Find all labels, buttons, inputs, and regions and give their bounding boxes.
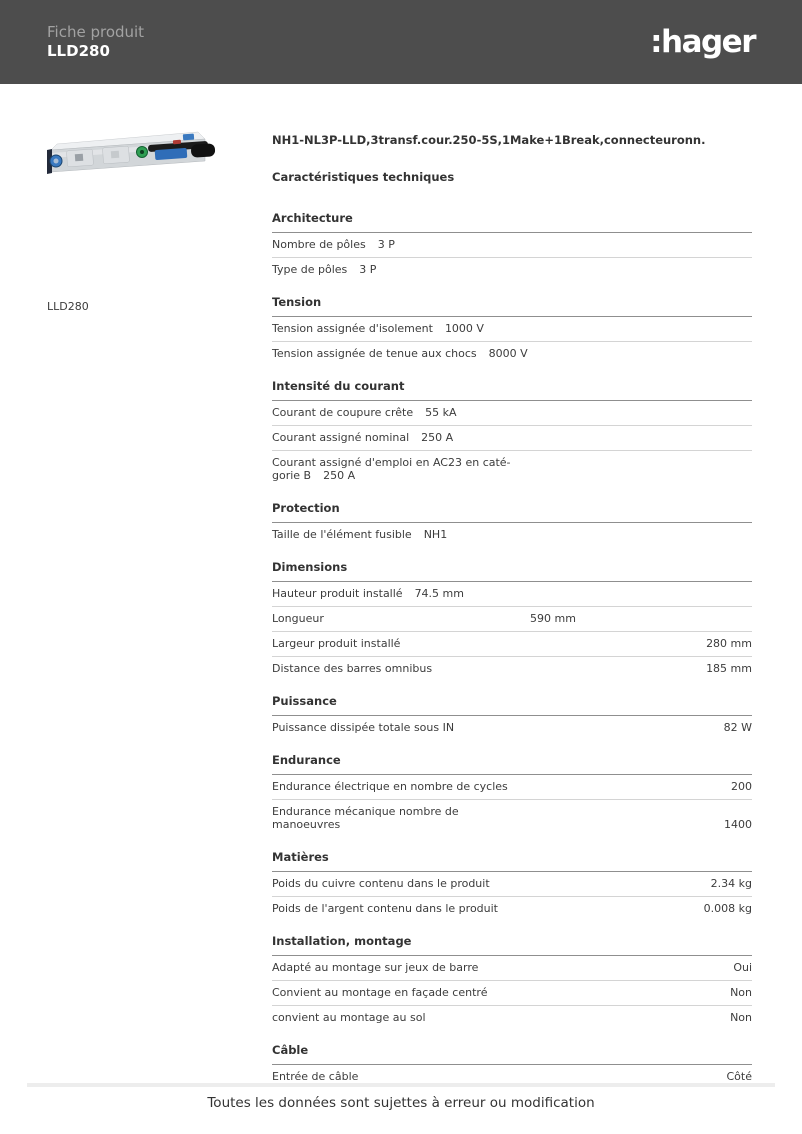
table-row xyxy=(272,716,752,740)
header-titles xyxy=(47,23,144,61)
row-label: Adapté au montage sur jeux de barre xyxy=(272,961,479,974)
row-value: 8000 V xyxy=(488,347,528,360)
row-value: 250 A xyxy=(421,431,454,444)
section-heading: Câble xyxy=(272,1044,752,1065)
doc-type-label: Fiche produit xyxy=(47,23,145,41)
row-value: 55 kA xyxy=(425,406,457,419)
table-row xyxy=(272,800,752,837)
row-value: 2.34 kg xyxy=(710,877,752,890)
row-value: Côté xyxy=(726,1070,752,1083)
product-photo xyxy=(45,129,217,177)
row-label: Courant de coupure crête 55 kA xyxy=(272,406,457,419)
table-row xyxy=(272,657,752,681)
section-endurance xyxy=(272,754,752,837)
section-heading: Architecture xyxy=(272,212,752,233)
table-row xyxy=(272,981,752,1006)
section-intensite-du-courant xyxy=(272,380,752,488)
row-value: 185 mm xyxy=(706,662,752,675)
row-label: convient au montage au sol xyxy=(272,1011,426,1024)
row-value: 1000 V xyxy=(444,322,484,335)
table-row xyxy=(272,632,752,657)
table-row xyxy=(272,607,752,632)
product-image-column xyxy=(45,129,245,313)
section-dimensions xyxy=(272,561,752,681)
row-label: Distance des barres omnibus xyxy=(272,662,433,675)
row-label: Tension assignée de tenue aux chocs 8000 V xyxy=(272,347,528,360)
table-row xyxy=(272,1006,752,1030)
row-label: Nombre de pôles 3 P xyxy=(272,238,395,251)
row-label: Endurance mécanique nombre de manoeuvres xyxy=(272,805,459,831)
section-heading: Puissance xyxy=(272,695,752,716)
row-value: 0.008 kg xyxy=(703,902,752,915)
row-value: 3 P xyxy=(377,238,395,251)
table-row xyxy=(272,523,752,547)
row-label: Hauteur produit installé 74.5 mm xyxy=(272,587,464,600)
table-row xyxy=(272,451,752,488)
table-row xyxy=(272,426,752,451)
header-bar xyxy=(0,0,802,84)
table-row xyxy=(272,582,752,607)
table-row xyxy=(272,872,752,897)
product-image-label: LLD280 xyxy=(47,300,89,313)
table-row xyxy=(272,233,752,258)
table-row xyxy=(272,775,752,800)
row-value: 200 xyxy=(731,780,752,793)
section-subtitle: Caractéristiques techniques xyxy=(272,170,455,184)
section-matieres xyxy=(272,851,752,921)
row-label: Endurance électrique en nombre de cycles xyxy=(272,780,508,793)
row-value: 82 W xyxy=(723,721,752,734)
product-title: NH1-NL3P-LLD,3transf.cour.250-5S,1Make+1Break,connecteuronn. xyxy=(272,133,706,147)
row-value: 3 P xyxy=(359,263,377,276)
table-row xyxy=(272,897,752,921)
row-value: Non xyxy=(730,1011,752,1024)
table-row xyxy=(272,342,752,366)
row-label: Poids du cuivre contenu dans le produit xyxy=(272,877,490,890)
hager-logo: :hager xyxy=(650,24,755,60)
row-label: Type de pôles 3 P xyxy=(272,263,377,276)
section-heading: Protection xyxy=(272,502,752,523)
section-tension xyxy=(272,296,752,366)
spec-column xyxy=(272,133,752,1103)
section-heading: Installation, montage xyxy=(272,935,752,956)
footer-disclaimer: Toutes les données sont sujettes à erreur ou modification xyxy=(207,1095,595,1111)
table-row xyxy=(272,401,752,426)
table-row xyxy=(272,956,752,981)
section-installation-montage xyxy=(272,935,752,1030)
row-label: Taille de l'élément fusible NH1 xyxy=(272,528,448,541)
footer-divider xyxy=(27,1083,775,1087)
row-label: Convient au montage en façade centré xyxy=(272,986,488,999)
section-architecture xyxy=(272,212,752,282)
row-value: 250 A xyxy=(323,469,356,482)
row-value: 1400 xyxy=(724,818,752,831)
header-product-code: LLD280 xyxy=(47,42,110,60)
row-value: Oui xyxy=(733,961,752,974)
section-heading: Matières xyxy=(272,851,752,872)
section-puissance xyxy=(272,695,752,740)
table-row xyxy=(272,258,752,282)
row-label: Longueur xyxy=(272,612,324,625)
row-label: Courant assigné nominal 250 A xyxy=(272,431,454,444)
row-label: Puissance dissipée totale sous IN xyxy=(272,721,455,734)
section-heading: Dimensions xyxy=(272,561,752,582)
row-label: Entrée de câble xyxy=(272,1070,359,1083)
table-row xyxy=(272,317,752,342)
section-heading: Tension xyxy=(272,296,752,317)
row-value: NH1 xyxy=(423,528,448,541)
row-value: 590 mm xyxy=(530,612,576,625)
row-label: Tension assignée d'isolement 1000 V xyxy=(272,322,484,335)
row-label: Largeur produit installé xyxy=(272,637,401,650)
section-heading: Intensité du courant xyxy=(272,380,752,401)
section-protection xyxy=(272,502,752,547)
row-value: 280 mm xyxy=(706,637,752,650)
row-value: Non xyxy=(730,986,752,999)
row-value: 74.5 mm xyxy=(414,587,464,600)
row-label: Poids de l'argent contenu dans le produit xyxy=(272,902,498,915)
row-label: Courant assigné d'emploi en AC23 en caté- gorie B 250 A xyxy=(272,456,511,482)
section-heading: Endurance xyxy=(272,754,752,775)
sections xyxy=(272,212,752,1089)
